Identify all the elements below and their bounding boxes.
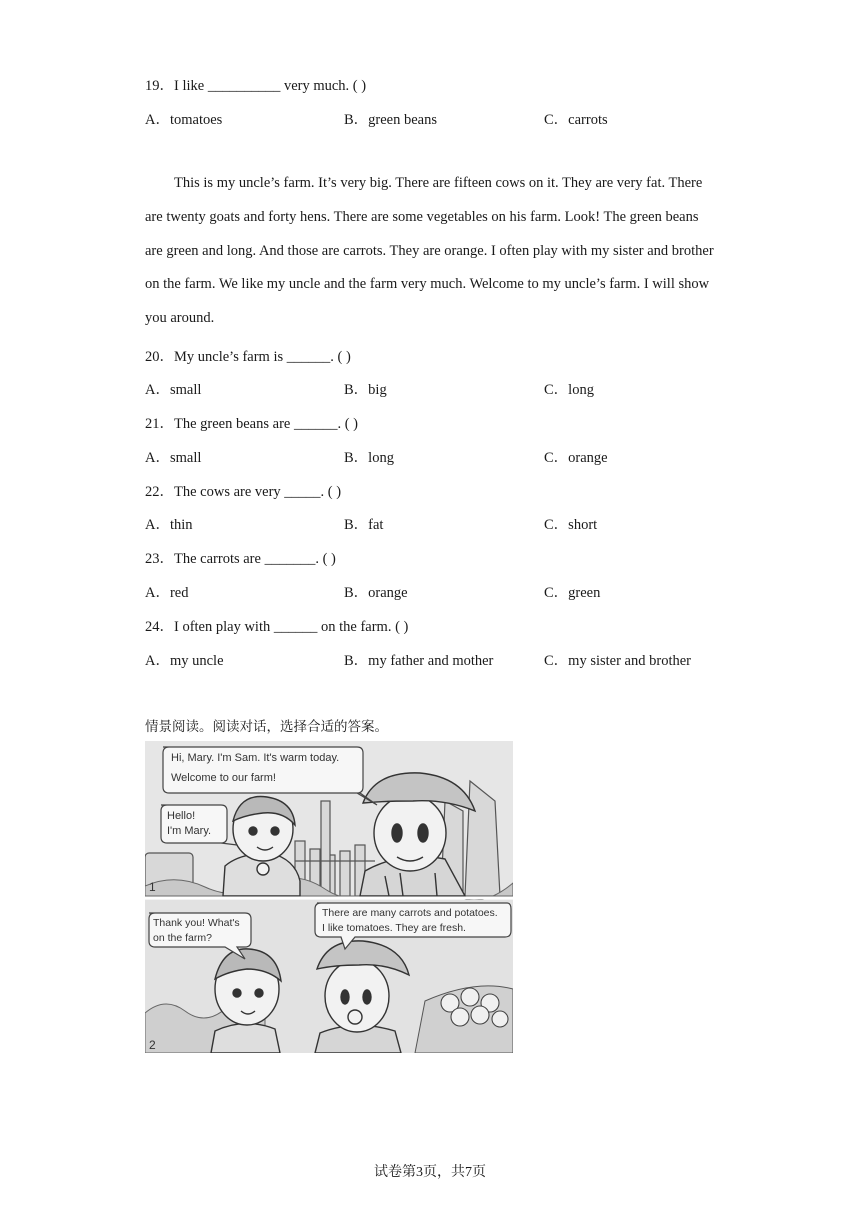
passage-text: This is my uncle’s farm. It’s very big. There are fifteen cows on it. They are very fat. There are twenty goats and forty hens. There are some vegetables on his farm. Look! The green beans are green and long. And those are carrots. They are orange. I often play with my sister and brother on the farm. We like my uncle and the farm very much. Welcome to my uncle’s farm. I will show you around. [145, 175, 714, 327]
page-footer: 试卷第3页，共7页 [374, 1165, 486, 1180]
reading-passage [145, 167, 715, 336]
bubble-text-sam-1a: Hi, Mary. I'm Sam. It's warm today. [171, 752, 340, 764]
q23-option-c: C．green [544, 585, 601, 601]
q24-option-a: A．my uncle [145, 653, 224, 669]
q22-option-c: C．short [544, 517, 598, 533]
question-24-stem: 24．I often play with ______ on the farm. ( ) [145, 619, 409, 635]
bubble-text-mary-1a: Hello! [167, 810, 196, 822]
bubble-text-mary-2a: Thank you! What's [153, 917, 240, 929]
question-22-stem: 22．The cows are very _____. ( ) [145, 484, 342, 500]
q23-option-a: A．red [145, 585, 189, 601]
panel-number-2: 2 [149, 1038, 156, 1052]
q21-option-b: B．long [344, 450, 394, 466]
comic-panel-2 [145, 900, 513, 1053]
question-21-stem: 21．The green beans are ______. ( ) [145, 416, 358, 432]
comic-panel-1 [145, 741, 513, 900]
q23-option-b: B．orange [344, 585, 408, 601]
question-19-stem: 19．I like __________ very much. ( ) [145, 78, 367, 94]
question-20-stem: 20．My uncle’s farm is ______. ( ) [145, 349, 351, 365]
q24-option-b: B．my father and mother [344, 653, 494, 669]
section-title: 情景阅读。阅读对话，选择合适的答案。 [145, 719, 388, 735]
bubble-text-sam-2b: I like tomatoes. They are fresh. [322, 922, 466, 934]
q19-option-b: B．green beans [344, 112, 438, 128]
q20-option-a: A．small [145, 382, 202, 398]
q21-option-c: C．orange [544, 450, 608, 466]
bubble-text-mary-2b: on the farm? [153, 932, 212, 944]
q19-option-c: C．carrots [544, 112, 608, 128]
q21-option-a: A．small [145, 450, 202, 466]
bubble-text-sam-1b: Welcome to our farm! [171, 772, 276, 784]
q22-option-b: B．fat [344, 517, 384, 533]
question-23-stem: 23．The carrots are _______. ( ) [145, 551, 336, 567]
comic-illustration [145, 741, 513, 1053]
bubble-text-mary-1b: I'm Mary. [167, 825, 212, 837]
panel-number-1: 1 [149, 880, 156, 894]
q19-option-a: A．tomatoes [145, 112, 223, 128]
bubble-text-sam-2a: There are many carrots and potatoes. [322, 907, 498, 919]
q24-option-c: C．my sister and brother [544, 653, 691, 669]
q22-option-a: A．thin [145, 517, 193, 533]
q20-option-b: B．big [344, 382, 387, 398]
q20-option-c: C．long [544, 382, 594, 398]
